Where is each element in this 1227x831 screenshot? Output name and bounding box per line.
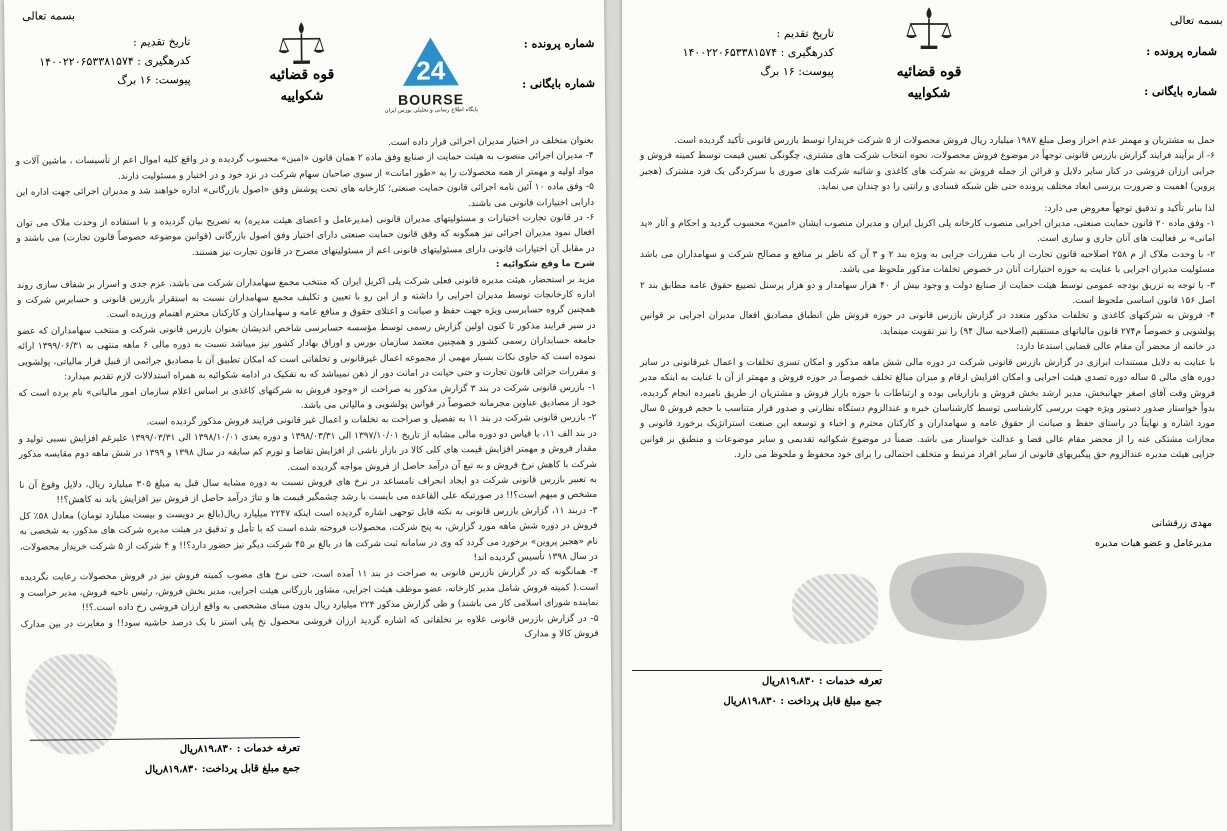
right-fee-block [632, 672, 882, 712]
left-body-paragraph: ۵- در گزارش بازرس قانونی علاوه بر تخلفاتی که اشاره گردید ارزان فروشی محصول نخ پلی استر با یک درصد حاشیه سود!! و مغایرت در بین مدارک فروش کالا و مدارک [20, 613, 599, 640]
left-submit-date: تاریخ تقدیم : [133, 35, 191, 49]
bourse-logo-icon [400, 35, 461, 88]
right-body-paragraph: ۴- فروش به شرکتهای کاغذی و تخلفات مذکور متعدد در گزارش بازرس قانونی در حوزه فروش ظن انطباق مصادیق افعال مدیران اجرایی بر قوانین پولشویی و خصوصاً م۲۷۴ قانون مالیاتهای مستقیم (اصلاحیه سال ۹۴) را نیز تقویت مینماید. [640, 311, 1215, 337]
right-body-paragraph: ۱- وفق ماده ۲۰ قانون حمایت صنعتی، مدیران اجرایی منصوب کارخانه پلی اکریل ایران و مدیران منصوب ایشان «امین» محسوب گردید و احکام و آثار «ید امانی» بر فعالیت های آنان جاری و ساری است. [640, 219, 1215, 245]
left-tracking-code: کدرهگیری : ۱۴۰۰۲۲۰۶۵۳۳۸۱۵۷۴ [39, 54, 191, 69]
right-body-text [640, 134, 1215, 464]
left-org-block [237, 66, 367, 104]
right-body-paragraph: حمل به مشتریان و مهمتر عدم احراز وصل مبلغ ۱۹۸۷ میلیارد ریال فروش محصولات از ۵ شرکت خریدارا توسط بازرس قانونی تأکید گردیده است. [674, 136, 1215, 146]
right-body-paragraph: ۶- از برآیند فرایند گزارش بازرس قانونی توجهاً در موضوع فروش محصولات، نحوه انتخاب شرکت های مشتری، چگونگی تعیین قیمت توسط کمیته فروش و جرایی ارزان فروشی در کنار سایر دلایل و قرائن از جمله فروش به شرکت های کاغذی و شائبه شرکت های صوری با سرکردگی یک فرد مشترک (هجیر پروین) اهمیت و ضرورت بررسی ابعاد مختلف پرونده حتی ظن شبکه فسادی و رانتی را دو چندان می نماید. [640, 151, 1215, 193]
right-fields [1102, 32, 1217, 112]
left-body-paragraph: ۲- بازرس قانونی شرکت در بند ۱۱ به تفصیل و صراحت به تخلفات و اعمال غیر قانونی فرایند فروش مذکور گردیده است. [146, 413, 597, 428]
left-body-text [15, 134, 598, 648]
right-bism-header: بسمه تعالی [1170, 14, 1223, 27]
left-attachments: پیوست: ۱۶ برگ [117, 73, 191, 87]
left-body-paragraph: ۱- بازرس قانونی شرکت در بند ۳ گزارش مذکور به صراحت از «وجود فروش به شرکتهای کاغذی بر اساس اعلام سازمان امور مالیاتی» نام برده است که خود از مصادیق عناوین مجرمانه خصوصاً در قوانین پولشویی و مالیاتی می باشد. [18, 382, 597, 411]
bourse-logo-subtitle: پایگاه اطلاع رسانی و تحلیلی بورس ایران [384, 107, 478, 115]
svg-text:24: 24 [416, 55, 446, 86]
left-body-paragraph: در سیر فرایند مذکور تا کنون اولین گزارش رسمی توسط مؤسسه حسابرسی شاخص اندیشان بعنوان بازرس قانونی شرکت و منتخب سهامداران که عضو جامعه حسابداران رسمی کشور و همچنین معتمد سازمان بورس و اوراق بهادار کشور نیز میباشد نسبت به دوره مالی ۶ ماهه منتهی به ۱۳۹۹/۰۶/۳۱ ارائه نموده است که حاوی نکات بسیار مهمی از مجموعه اعمال غیرقانونی و تخلفاتی است که امکان تطبیق آن با مصادیق جرائمی از قبیل فرار مالیاتی، پولشویی و مقررات جزائی قانون تجارت و حتی خیانت در امانت دور از ذهن نمیباشد که به تفکیک در ادامه شکوائیه به همراه استدلالات لازم تقدیم میدارد: [17, 320, 596, 383]
right-org-block [864, 64, 994, 101]
left-meta-block [20, 32, 191, 91]
right-fee-divider [632, 670, 882, 671]
left-service-fee: تعرفه خدمات : ۸۱۹،۸۳۰ریال [179, 742, 300, 756]
left-body-paragraph: ۴- مدیران اجرائی منصوب به هیئت حمایت از صنایع وفق ماده ۲ همان قانون «امین» محسوب گردیده و در واقع کلیه اموال اعم از تأسیسات ، ماشین آلات و مواد اولیه و مهمتر از همه محصولات را به «طور امانت» از سوی صاحبان سهام شرکت در نزد خود و در اختیار و مسئولیت دارند. [15, 151, 594, 182]
left-fee-block [30, 739, 300, 782]
bourse-logo-text: BOURSE [398, 91, 465, 108]
judiciary-emblem-icon [276, 19, 327, 70]
right-org-unit: شکواییه [907, 86, 951, 101]
left-body-paragraph: بعنوان متخلف در اختیار مدیران اجرائی قرار داده است. [387, 135, 594, 148]
left-org-name: قوه قضائیه [269, 66, 335, 84]
right-total-payable: جمع مبلغ قابل پرداخت : ۸۱۹،۸۳۰ریال [723, 696, 882, 707]
right-meta-block [644, 24, 834, 81]
right-body-paragraph: در خاتمه از محضر آن مقام عالی قضایی استدعا دارد: [1016, 342, 1215, 353]
right-body-paragraph: ۳- با توجه به تزریق بودجه عمومی توسط هیئت حمایت از صنایع دولت و وجود بیش از ۴۰ هزار سهامدار و دو هزار پرسنل تضییع حقوق عامه مطابق بند ۲ اصل ۱۵۶ قانون اساسی ملحوظ است. [640, 280, 1215, 307]
right-service-fee: تعرفه خدمات : ۸۱۹،۸۳۰ریال [761, 676, 882, 687]
left-page [4, 0, 613, 831]
left-archive-number-label: شماره بایگانی : [521, 76, 595, 91]
left-org-unit: شکواییه [280, 88, 324, 105]
left-case-number-label: شماره پرونده : [523, 36, 595, 51]
left-body-paragraph: ۶- در قانون تجارت اختیارات و مسئولیتهای مدیران قانونی (مدیرعامل و اعضای هیئت مدیره) به تصریح بیان گردیده و با استفاده از وحدت ملاک می توان افعال نمود مدیران اجرائی نیز همگونه که وفق قانون حمایت صنعتی دارای اختیار وفق اصول بازرگانی (قوانین موضوعه خصوصاً قانون تجارت) می باشند و در مقابل آن اختیارات قانونی دارای مسئولیتهای قانونی اعم از مسئولیتهای مصرح در قانون تجارت نیز هستند. [16, 212, 595, 258]
left-body-paragraph: ۵- وفق ماده ۱۰ آئین نامه اجرائی قانون حمایت صنعتی؛ کارخانه های تحت پوشش وفق «اصول بازرگانی» اداره خواهند شد و مدیران اجرائی جهت اداره این دارایی اختیارات قانونی می باشند. [15, 182, 595, 209]
left-bism-header: بسمه تعالی [22, 9, 76, 23]
right-body-paragraph: ۲- با وحدت ملاک از م ۲۵۸ اصلاحیه قانون تجارت از باب مقررات جزایی به ویژه بند ۲ و ۳ آن که ناظر بر منافع و مصالح شرکت و سهامداران می باشد مسئولیت مدیران اجرایی با عنایت به حوزه اختیارات آنان در خصوص تخلفات مذکور ملحوظ می باشد. [640, 249, 1216, 276]
right-redacted-mark [792, 574, 878, 644]
signatory-name: مهدی زرقشانی [1151, 518, 1212, 529]
left-body-heading: شرح ما وقع شکوائیه : [495, 259, 595, 271]
right-submit-date: تاریخ تقدیم : [776, 27, 834, 40]
left-body-paragraph: مزید بر استحضار، هیئت مدیره قانونی فعلی شرکت پلی اکریل ایران که منتخب مجمع سهامداران شرکت می باشد، عزم جدی و اسرار بر شفاف سازی روند اداره کارخانجات توسط مدیران اجرایی را داشته و از این رو با تعیین و تکلیف مجمع سهامداران نسبت به استقرار بازرس قانونی و حسابرس شرکت و همچنین گروه حسابرسی ویژه جهت حفظ و صیانت و اعتلای حقوق و منافع عامه و سهامداران و کارکنان محترم اهتمام ورزیده است. [16, 274, 596, 321]
redacted-signature-stamp [878, 546, 1058, 646]
right-page [622, 0, 1227, 831]
right-case-number-label: شماره پرونده : [1146, 45, 1217, 58]
signature-block [1042, 514, 1212, 554]
right-attachments: پیوست: ۱۶ برگ [760, 65, 834, 78]
bourse-logo [380, 35, 481, 114]
left-body-paragraph: ۳- دربند ۱۱، گزارش بازرس قانونی به نکته قابل توجهی اشاره گردیده است اینکه ۲۲۴۷ میلیارد ریال(بالغ بر دویست و بیست میلیارد تومان) معادل ۵۸٪ کل فروش در دوره شش ماهه مورد گزارش، به پنج شرکت، محصولات فروخته شده است که با تأمل و تدقیق در هیئت مدیره شرکت های مذکور، به شخصی به نام «هجیر پروین» برخورد می گردد که وی در سامانه ثبت شرکت ها در بالغ بر ۴۵ شرکت دیگر نیز حضور دارد؟!! و ۴ شرکت از ۵ شرکت خریدار محصولات، در سال ۱۳۹۸ تأسیس گردیده اند! [19, 505, 598, 564]
signatory-title: مدیرعامل و عضو هیات مدیره [1095, 538, 1212, 549]
right-body-paragraph: با عنایت به دلایل مستندات ابرازی در گزارش بازرس قانونی شرکت در دوره مالی شش ماهه مذکور و امکان تسری تخلفات و اعمال غیرقانونی در سایر دوره های مالی ۵ ساله دوره تصدی هیئت اجرایی و امکان افزایش ارقام و میزان مبالغ تخلف خصوصاً در حوزه فروش و مهمتر از آن با عنایت به اینکه مدیر فروش وقت آقای اصغر جهانبخش، مدیر ارشد بخش فروش و بازاریابی بوده و ارتباطات با حوزه بازار فروش و مشتریان از طریق نامبرده انجام گردیده، بدواً خواستار صدور دستور ویژه جهت بررسی کارشناسی توسط کارشناسان خبره و عندالزوم دستگاه نظارتی و صدور قرار متناسب با حجم فروش ۵ سال مورد اشاره و نهایتاً در راستای حفظ و صیانت از حقوق عامه و سهامداران و کارکنان محترم و احیاء و توسعه این صنعت استراتژیک برخورد قانونی و مجازات مشتکی عنه را از محضر مقام عالی قضا و عدالت خواستار می باشد. ضمناً در موضوع شکوائیه تقدیمی و سایر موضوعات و منطبق بر قوانین جزایی هیئت مدیره عندالزوم حق پیگیریهای قانونی از سایر افراد مرتبط و متخلف احتمالی را برای خود محفوظ و ملحوظ می دارد. [640, 357, 1215, 461]
right-body-paragraph: لذا بنابر تأکید و تدقیق توجهاً معروض می دارد: [1044, 203, 1215, 214]
left-total-payable: جمع مبلغ قابل پرداخت: ۸۱۹،۸۳۰ریال [144, 762, 301, 776]
left-body-paragraph: در بند الف ۱۱، با قیاس دو دوره مالی مشابه از تاریخ ۱۳۹۷/۱۰/۰۱ الی ۱۳۹۸/۰۳/۳۱ و دوره بعدی ۱۳۹۸/۱۰/۰۱ الی ۱۳۹۹/۰۳/۳۱ علیرغم افزایش نسبی تولید و مقدار فروش و مهمتر افزایش قیمت های کلی کالا در بازار ناشی از افزایش تقاضا و تورم کم سابقه در سال ۱۳۹۸ و ۱۳۹۹ در شش ماهه دوم مقایسه مذکور شرکت با کاهش نرخ فروش و به تبع آن درآمد حاصل از فروش مواجه گردیده است. [18, 428, 597, 473]
judiciary-emblem-icon [904, 4, 954, 54]
left-fields [484, 24, 595, 105]
right-org-name: قوه قضائیه [896, 64, 962, 80]
left-body-paragraph: ۴- همانگونه که در گزارش بازرس قانونی به صراحت در بند ۱۱ آمده است، حتی نرخ های مصوب کمیته فروش نیز در فروش محصولات رعایت نگردیده است.( کمیته فروش شامل مدیر کارخانه، عضو موظف هیئت اجرایی، مشاور بازرگانی هیئت اجرایی، مدیر بخش فروش، رئیس ناحیه فروش، مدیر حراست و نماینده شورای اسلامی کار می باشند) و طی گزارش مذکور ۲۲۴ میلیارد ریال بدون مبنای مشخصی به واقع ارزان فروشی رخ داده است.؟!! [20, 567, 599, 614]
left-body-paragraph: به تعبیر بازرس قانونی شرکت دو ایجاد انحراف نامساعد در نرخ های فروش نسبت به دوره مشابه سال قبل به مبلغ ۳۰۵ میلیارد ریال، دلایل وقوع آن نا مشخص و مبهم است؟!! در صورتیکه علی القاعده می بایست با رشد چشمگیر قیمت ها و تناژ درآمد حاصل از فروش نیز افزایش یابد نه کاهش؟!! [19, 474, 598, 506]
right-archive-number-label: شماره بایگانی : [1144, 85, 1217, 98]
right-tracking-code: کدرهگیری : ۱۴۰۰۲۲۰۶۵۳۳۸۱۵۷۴ [682, 46, 834, 59]
